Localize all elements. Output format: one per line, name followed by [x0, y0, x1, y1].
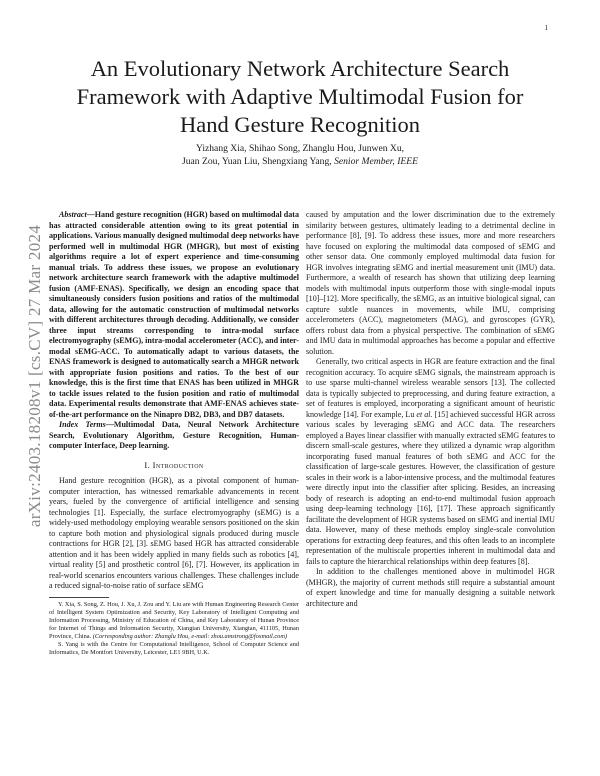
author-line: Yizhang Xia, Shihao Song, Zhanglu Hou, Junwen Xu, — [195, 143, 405, 154]
et-al: et al. — [416, 409, 433, 419]
paragraph-text: [15] achieved successful HGR across various scales by leveraging sEMG and ACC data. The researchers employed a Bayes linear classifier with manually extracted sEMG features to discern small-scale gestures, where they utilized a dynamic wrap algorithm incorporating fused manual features of both sEMG and ACC for the classification of large-scale gestures. However, the classification of gesture scales in their work is a labor-intensive process, and the multimodal features were directly input into the classifier after splicing. Besides, an increasing body of research is adopting an end-to-end multimodal fusion approach using deep-learning technology [16], [17]. These approach significantly facilitate the development of HGR systems based on sEMG and inertial IMU data. However, many of these methods employ single-scale convolution operations for extracting deep features, and this often leads to an incomplete representation of the multiscale properties inherent in multimodal data and fails to capture the hierarchical relationships within deep features [8]. — [306, 409, 556, 566]
corresponding-author: (Corresponding author: Zhanglu Hou, e-mail: zhou.amstrong@foxmail.com) — [92, 632, 287, 640]
author-membership: Senior Member, IEEE — [334, 155, 418, 167]
page-number: 1 — [544, 24, 548, 32]
intro-paragraph: Hand gesture recognition (HGR), as a pivotal component of human-computer interaction, has witnessed remarkable advancements in recent years, fueled by the convergence of artificial intelligence and sensing technologies [1]. Especially, the surface electromyography (sEMG) is a widely-used methodology employing wearable sensors positioned on the skin to capture both motion and physiological signals produced during muscle contractions for HGR [2], [3]. sEMG based HGR has attracted considerable attention and it has been widely applied in many fields such as robotics [4], virtual reality [5] and prosthetic control [6], [7]. However, its application in real-world scenarios encounters various challenges. These challenges include a reduced signal-to-noise ratio of surface sEMG — [49, 476, 299, 590]
index-terms-text: —Multimodal Data, Neural Network Architecture Search, Evolutionary Algorithm, Gesture Recognition, Human-computer Interface, Deep learning. — [49, 420, 299, 450]
footnote-affiliation-text: Y. Xia, S. Song, Z. Hou, J. Xu, J. Zou and Y. Liu are with Human Engineering Research Center of Intelligent System Optimization and Security, Key Laboratory of Intelligent Computing and Information Processing, Ministry of Education of China, and Key Laboratory of Hunan Province for Internet of Things and Information Security, Xiangtan University, Xiangtan, 411105, Hunan Province, China. — [49, 600, 299, 640]
author-line — [50, 156, 550, 169]
section-heading-text: I. Introduction — [144, 459, 204, 470]
title-line: An Evolutionary Network Architecture Search — [90, 56, 510, 81]
index-terms — [49, 420, 299, 452]
abstract — [49, 210, 299, 420]
author-list — [50, 143, 550, 168]
abstract-text: —Hand gesture recognition (HGR) based on multimodal data has attracted considerable attention owing to its great potential in applications. Various manually designed multimodal deep networks have performed well in multimodal HGR (MHGR), but most of existing algorithms require a lot of expert experience and time-consuming manual trials. To address these issues, we propose an evolutionary network architecture search framework with the adaptive multimodel fusion (AMF-ENAS). Specifically, we design an encoding space that simultaneously considers fusion positions and ratios of the multimodal data, allowing for the automatic construction of multimodal networks with different architectures through decoding. Additionally, we consider three input streams corresponding to intra-modal surface electromyography (sEMG), intra-modal accelerometer (ACC), and inter-modal sEMG-ACC. To automatically adapt to various datasets, the ENAS framework is designed to automatically search a MHGR network with appropriate fusion positions and ratios. To the best of our knowledge, this is the first time that ENAS has been utilized in MHGR to tackle issues related to the fusion position and ratio of multimodal data. Experimental results demonstrate that AMF-ENAS achieves state-of-the-art performance on the Ninapro DB2, DB3, and DB7 datasets. — [49, 210, 299, 419]
footnote-divider — [49, 597, 109, 598]
author-names: Juan Zou, Yuan Liu, Shengxiang Yang, — [182, 155, 335, 167]
arxiv-identifier-stamp — [25, 178, 44, 573]
title-line: Hand Gesture Recognition — [180, 112, 420, 137]
right-column — [306, 210, 555, 609]
footnotes — [49, 601, 299, 658]
body-paragraph: In addition to the challenges mentioned above in multimodel HGR (MHGR), the majority of current methods still require a substantial amount of expert knowledge and time for manually designing a suitable network architecture and — [306, 567, 555, 608]
title-line: Framework with Adaptive Multimodal Fusion for — [76, 84, 524, 109]
index-terms-label: Index Terms — [59, 420, 106, 429]
footnote-affiliation — [49, 601, 299, 641]
abstract-label: Abstract — [59, 210, 87, 219]
paper-title — [50, 55, 550, 139]
arxiv-identifier-text: arXiv:2403.18208v1 [cs.CV] 27 Mar 2024 — [25, 224, 44, 527]
left-column — [49, 210, 299, 657]
footnote-affiliation-2: S. Yang is with the Centre for Computational Intelligence, School of Computer Science and Informatics, De Montfort University, Leicester, LE1 9BH, U.K. — [49, 640, 299, 657]
paragraph-text: Generally, two critical aspects in HGR are feature extraction and the final recognition accuracy. To acquire sEMG signals, the mainstream approach is to use sparse multi-channel wireless wearable sensors [13]. The collected data is typically subjected to preprocessing, and during feature extraction, a set of features is employed, incorporating a significant amount of heuristic knowledge [14]. For example, Lu — [306, 357, 555, 419]
section-heading — [49, 460, 299, 471]
body-paragraph: caused by amputation and the lower discrimination due to the extremely similarity between gestures, ultimately leading to a detrimental decline in performance [8], [9]. To address these issues, more and more researchers have focused on exploring the multimodal data composed of sEMG and other sensor data. One commonly employed multimodal data fusion for HGR involves integrating sEMG and inertial measurement unit (IMU) data. Furthermore, a wealth of research has shown that utilizing deep learning models with multimodal inputs outperform those with single-modal inputs [10]–[12]. More specifically, the sEMG, as an intuitive biological signal, can capture subtle nuances in movements, while IMU, comprising accelerometers (ACC), magnetometers (MAG), and gyroscopes (GYR), offers robust data from a physical perspective. The combination of sEMG and IMU data in multimodal approaches has become a popular and effective solution. — [306, 210, 555, 356]
body-paragraph — [306, 357, 555, 567]
